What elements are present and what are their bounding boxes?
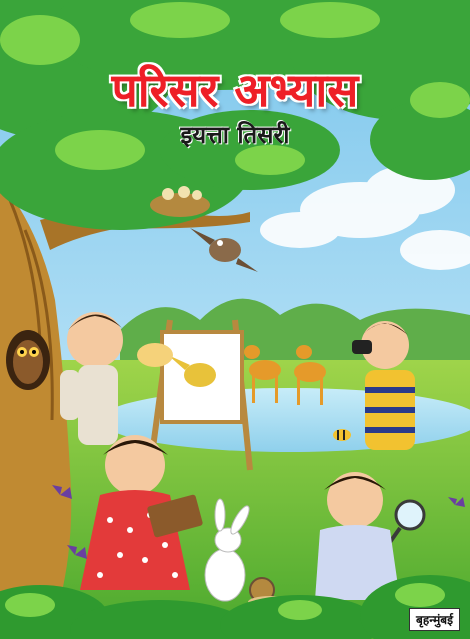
cover-title: परिसर अभ्यास bbox=[111, 63, 359, 117]
cover-subtitle: इयत्ता तिसरी bbox=[180, 121, 290, 149]
bee bbox=[333, 429, 351, 441]
publisher-label: बृहन्मुंबई bbox=[409, 608, 460, 631]
owl-in-hollow bbox=[6, 330, 50, 390]
